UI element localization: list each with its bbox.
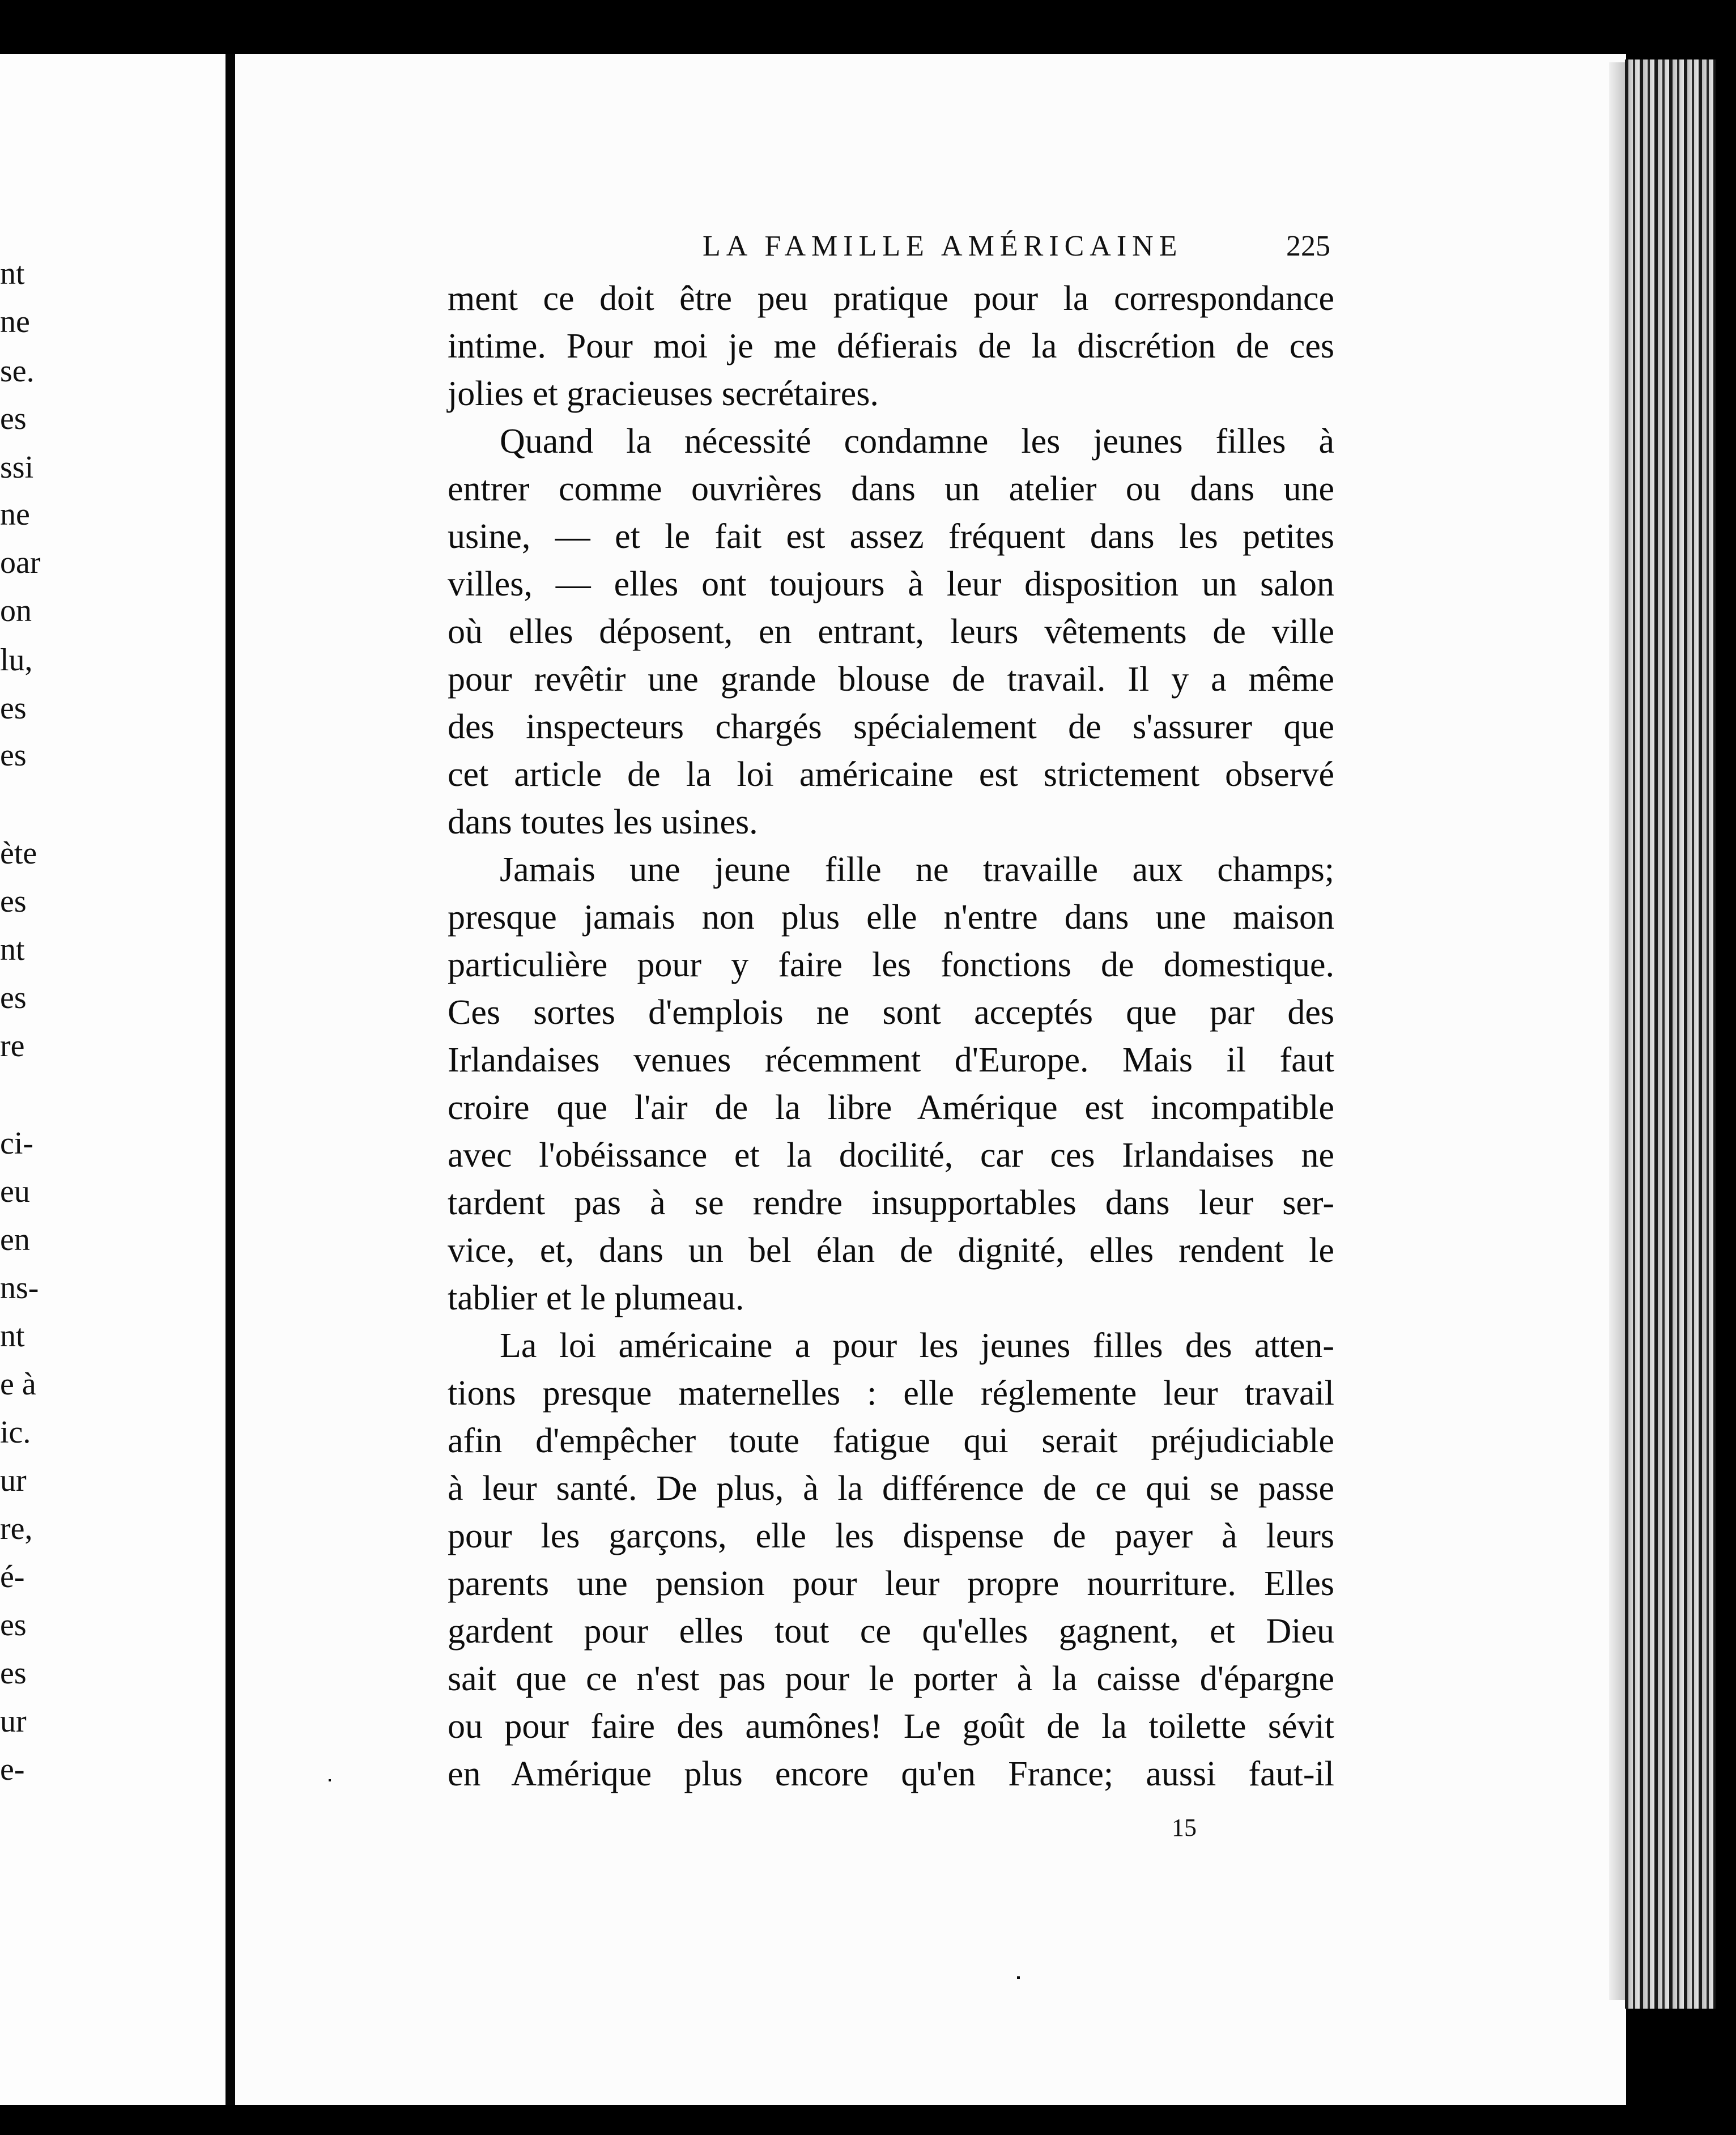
left-page-fragment: es [0, 884, 27, 919]
left-page-fragment: se. [0, 354, 35, 389]
text-line: Jamais une jeune fille ne travaille aux champs; [500, 850, 1334, 889]
text-line: avec l'obéissance et la docilité, car ces Irlandaises ne [448, 1136, 1334, 1175]
left-page-fragment: nt [0, 256, 25, 291]
text-line: vice, et, dans un bel élan de dignité, elles rendent le [448, 1231, 1334, 1270]
text-line: jolies et gracieuses secrétaires. [448, 375, 879, 413]
text-line: usine, — et le fait est assez fréquent dans les petites [448, 517, 1334, 556]
text-line: afin d'empêcher toute fatigue qui serait préjudiciable [448, 1422, 1334, 1460]
text-line: croire que l'air de la libre Amérique est incompatible [448, 1088, 1334, 1127]
left-page-fragment: oar [0, 545, 41, 580]
text-line: pour les garçons, elle les dispense de payer à leurs [448, 1517, 1334, 1555]
page-number: 225 [1286, 230, 1330, 262]
text-line: intime. Pour moi je me défierais de la discrétion de ces [448, 327, 1334, 365]
paragraph [448, 1322, 1334, 1798]
paragraph [448, 846, 1334, 1322]
text-line: cet article de la loi américaine est strictement observé [448, 755, 1334, 794]
left-page-fragment: es [0, 980, 27, 1015]
text-line: gardent pour elles tout ce qu'elles gagnent, et Dieu [448, 1612, 1334, 1651]
body-text [448, 275, 1334, 1798]
left-page-fragment: lu, [0, 643, 33, 678]
left-page-fragment: es [0, 401, 27, 436]
left-page-fragment: re, [0, 1511, 33, 1546]
text-line: tions presque maternelles : elle réglemente leur travail [448, 1374, 1334, 1413]
left-page-fragment: es [0, 691, 27, 726]
left-page-fragment: re [0, 1028, 25, 1064]
scan-speck [1017, 1976, 1020, 1979]
left-page-fragment: ci- [0, 1126, 34, 1161]
text-line: sait que ce n'est pas pour le porter à la caisse d'épargne [448, 1660, 1334, 1698]
paragraph [448, 275, 1334, 418]
left-page-fragment: es [0, 1607, 27, 1643]
signature-mark: 15 [1172, 1814, 1197, 1841]
left-page-fragment: ur [0, 1704, 27, 1739]
text-line: particulière pour y faire les fonctions de domestique. [448, 946, 1334, 984]
left-page-fragment: ur [0, 1463, 27, 1498]
left-page-fragment: es [0, 738, 27, 773]
left-page-fragment: es [0, 1656, 27, 1691]
left-page-fragment: nt [0, 932, 25, 967]
left-page-fragment: ic. [0, 1415, 31, 1450]
left-page-fragment: eu [0, 1174, 30, 1209]
text-line: à leur santé. De plus, à la différence de ce qui se passe [448, 1469, 1334, 1508]
left-page-fragment: ète [0, 836, 37, 871]
text-line: des inspecteurs chargés spécialement de s'assurer que [448, 708, 1334, 746]
left-page-fragment: é- [0, 1559, 25, 1594]
scan-speck [329, 1779, 331, 1781]
left-page-fragment: ne [0, 304, 30, 339]
text-line: tablier et le plumeau. [448, 1279, 744, 1317]
left-page-fragment: on [0, 593, 32, 628]
text-line: entrer comme ouvrières dans un atelier ou dans une [448, 470, 1334, 508]
text-line: La loi américaine a pour les jeunes filles des atten- [500, 1326, 1334, 1365]
text-line: Ces sortes d'emplois ne sont acceptés que par des [448, 993, 1334, 1032]
left-page-fragment: ne [0, 497, 30, 532]
text-line: Quand la nécessité condamne les jeunes filles à [500, 422, 1334, 461]
text-line: pour revêtir une grande blouse de travail. Il y a même [448, 660, 1334, 699]
left-page-fragment: e à [0, 1367, 36, 1402]
text-line: en Amérique plus encore qu'en France; aussi faut-il [448, 1755, 1334, 1793]
text-line: tardent pas à se rendre insupportables dans leur ser- [448, 1184, 1334, 1222]
text-line: parents une pension pour leur propre nourriture. Elles [448, 1564, 1334, 1603]
left-page-fragment: nt [0, 1319, 25, 1354]
text-line: dans toutes les usines. [448, 803, 758, 841]
left-page-fragment: en [0, 1222, 30, 1257]
text-line: presque jamais non plus elle n'entre dans une maison [448, 898, 1334, 937]
paragraph [448, 418, 1334, 846]
page-edges [1625, 59, 1716, 2009]
text-line: Irlandaises venues récemment d'Europe. Mais il faut [448, 1041, 1334, 1079]
running-head: LA FAMILLE AMÉRICAINE [703, 230, 1183, 262]
left-page-fragment: ns- [0, 1270, 39, 1305]
left-facing-page [0, 54, 232, 2105]
left-page-fragment: e- [0, 1752, 25, 1787]
text-line: où elles déposent, en entrant, leurs vêtements de ville [448, 613, 1334, 651]
text-line: ment ce doit être peu pratique pour la correspondance [448, 279, 1334, 318]
text-line: villes, — elles ont toujours à leur disposition un salon [448, 565, 1334, 603]
text-line: ou pour faire des aumônes! Le goût de la toilette sévit [448, 1707, 1334, 1746]
left-page-fragment: ssi [0, 450, 34, 485]
